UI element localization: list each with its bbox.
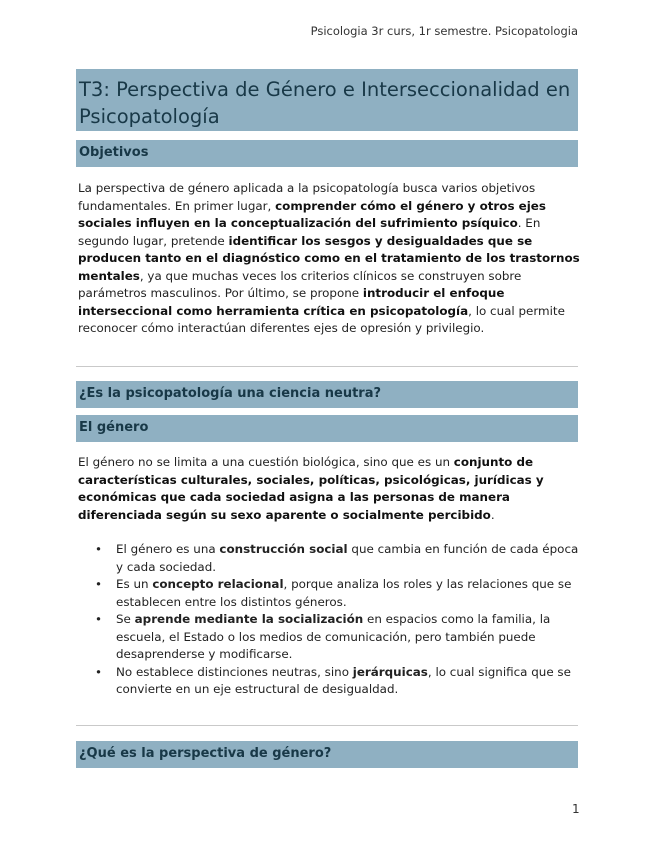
heading-el-genero: El género [76, 415, 578, 442]
bullet-item: • Es un concepto relacional, porque analiza los roles y las relaciones que se establecen entre los distintos géneros. [95, 577, 572, 609]
document-title [76, 69, 578, 131]
bold-emphasis: aprende mediante la socialización [134, 612, 364, 626]
bullet-dot-icon: • [95, 664, 103, 679]
section-divider [76, 366, 578, 367]
bullet-dot-icon: • [95, 577, 103, 591]
bold-emphasis: jerárquicas [352, 664, 428, 679]
heading-ciencia-neutra: ¿Es la psicopatología una ciencia neutra? [76, 381, 578, 408]
bullet-item: • El género es una construcción social que cambia en función de cada época y cada sociedad. [95, 542, 579, 574]
bullet-dot-icon: • [95, 542, 103, 556]
running-header: Psicologia 3r curs, 1r semestre. Psicopatologia [310, 24, 578, 38]
bold-emphasis: concepto relacional [152, 577, 284, 591]
bold-emphasis: comprender cómo el género y otros ejes sociales influyen en la conceptualización del sufrimiento psíquico [78, 198, 546, 230]
bold-emphasis: conjunto de características culturales, sociales, políticas, psicológicas, jurídicas y económicas que cada sociedad asigna a las personas de manera diferenciada según su sexo aparente o socialmente percibido [78, 455, 544, 522]
bold-emphasis: identificar los sesgos y desigualdades que se producen tanto en el diagnóstico como en el tratamiento de los trastornos mentales [78, 233, 580, 283]
bullet-item: • No establece distinciones neutras, sino jerárquicas, lo cual significa que se convierte en un eje estructural de desigualdad. [95, 664, 571, 696]
bullet-item: • Se aprende mediante la socialización en espacios como la familia, la escuela, el Estado o los medios de comunicación, pero también puede desaprenderse y modificarse. [95, 612, 551, 661]
bold-emphasis: introducir el enfoque interseccional como herramienta crítica en psicopatología [78, 286, 505, 318]
bullet-dot-icon: • [95, 612, 103, 626]
heading-objetivos: Objetivos [76, 140, 578, 167]
document-title-line-1: T3: Perspectiva de Género e Interseccionalidad en [79, 78, 571, 101]
genero-bullet-list [78, 541, 580, 699]
genero-paragraph: El género no se limita a una cuestión biológica, sino que es un conjunto de características culturales, sociales, políticas, psicológicas, jurídicas y económicas que cada sociedad asigna a las personas de manera diferenciada según su sexo aparente o socialmente percibido. [78, 455, 544, 522]
section-divider [76, 725, 578, 726]
document-title-line-2: Psicopatología [79, 105, 220, 128]
heading-perspectiva-genero: ¿Qué es la perspectiva de género? [76, 741, 578, 768]
bold-emphasis: construcción social [219, 542, 348, 556]
objetivos-paragraph: La perspectiva de género aplicada a la psicopatología busca varios objetivos fundamentales. En primer lugar, comprender cómo el género y otros ejes sociales influyen en la conceptualización del sufrimiento psíquico. En segundo lugar, pretende identificar los sesgos y desigualdades que se producen tanto en el diagnóstico como en el tratamiento de los trastornos mentales, ya que muchas veces los criterios clínicos se construyen sobre parámetros masculinos. Por último, se propone introducir el enfoque interseccional como herramienta crítica en psicopatología, lo cual permite reconocer cómo interactúan diferentes ejes de opresión y privilegio. [78, 181, 580, 335]
page-number: 1 [572, 802, 580, 816]
